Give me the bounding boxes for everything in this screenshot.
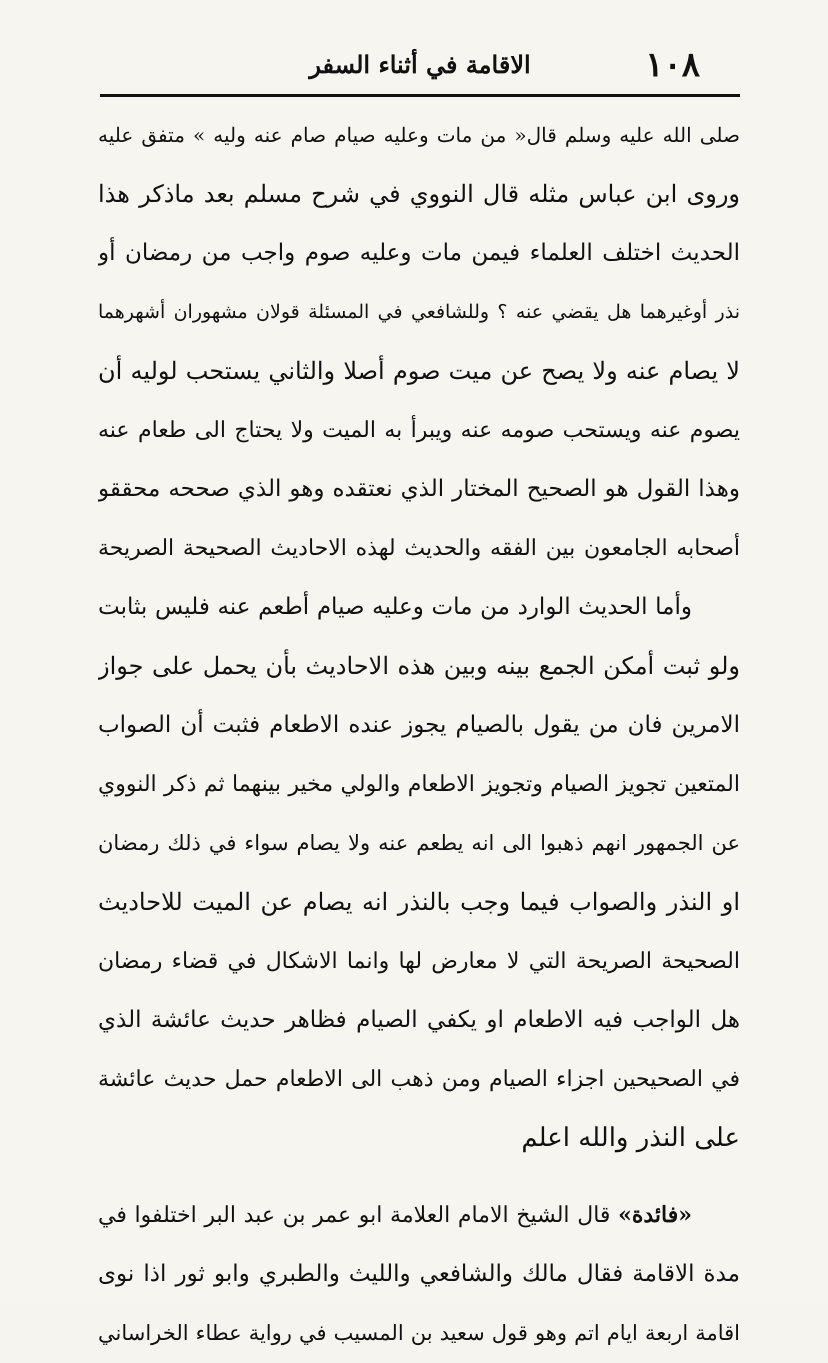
text-line: او النذر والصواب فيما وجب بالنذر انه يصام عن الميت للاحاديث [98, 888, 740, 916]
text-line: في الصحيحين اجزاء الصيام ومن ذهب الى الاطعام حمل حديث عائشة [98, 1067, 740, 1092]
text-line: الامرين فان من يقول بالصيام يجوز عنده الاطعام فثبت أن الصواب [98, 712, 740, 738]
text-line: وروى ابن عباس مثله قال النووي في شرح مسلم بعد ماذكر هذا [98, 180, 740, 208]
running-title: الاقامة في أثناء السفر [309, 50, 531, 79]
faida-label: «فائدة» [618, 1202, 693, 1228]
text-line: اقامة اربعة ايام اتم وهو قول سعيد بن المسيب في رواية عطاء الخراساني [98, 1321, 740, 1345]
body-text [98, 106, 740, 1363]
text-line: على النذر والله اعلم [521, 1123, 740, 1153]
text-line: المتعين تجويز الصيام وتجويز الاطعام والولي مخير بينهما ثم ذكر النووي [98, 772, 740, 797]
text-line: صلى الله عليه وسلم قال« من مات وعليه صيام صام عنه وليه » متفق عليه [98, 123, 740, 147]
text-line-content: قال الشيخ الامام العلامة ابو عمر بن عبد البر اختلفوا في [98, 1203, 611, 1228]
text-line: الحديث اختلف العلماء فيمن مات وعليه صوم واجب من رمضان أو [98, 240, 740, 266]
text-line: لا يصام عنه ولا يصح عن ميت صوم أصلا والثاني يستحب لوليه أن [98, 357, 740, 385]
text-line [98, 1186, 740, 1245]
text-line: يصوم عنه ويستحب صومه عنه ويبرأ به الميت ولا يحتاج الى طعام عنه [98, 418, 740, 443]
text-line: نذر أوغيرهما هل يقضي عنه ؟ وللشافعي في المسئلة قولان مشهوران أشهرهما [98, 301, 740, 323]
paragraph-3 [98, 1186, 740, 1363]
paragraph-gap [98, 1168, 740, 1186]
page-number: ١٠٨ [645, 45, 700, 85]
text-line: عن الجمهور انهم ذهبوا الى انه يطعم عنه ولا يصام سواء في ذلك رمضان [98, 831, 740, 855]
paragraph-2 [98, 578, 740, 1168]
paragraph-1 [98, 106, 740, 578]
text-line: مدة الاقامة فقال مالك والشافعي والليث والطبري وابو ثور اذا نوى [98, 1261, 740, 1287]
text-line: ولو ثبت أمكن الجمع بينه وبين هذه الاحاديث بأن يحمل على جواز [98, 652, 740, 680]
text-line: أصحابه الجامعون بين الفقه والحديث لهذه الاحاديث الصحيحة الصريحة [98, 536, 740, 561]
text-line: الصحيحة الصريحة التي لا معارض لها وانما الاشكال في قضاء رمضان [98, 949, 740, 974]
text-line: وهذا القول هو الصحيح المختار الذي نعتقده وهو الذي صححه محققو [98, 476, 740, 502]
text-line: هل الواجب فيه الاطعام او يكفي الصيام فظاهر حديث عائشة الذي [98, 1007, 740, 1033]
running-header [100, 42, 740, 92]
text-line: وأما الحديث الوارد من مات وعليه صيام أطعم عنه فليس بثابت [98, 594, 692, 620]
header-rule [100, 94, 740, 97]
